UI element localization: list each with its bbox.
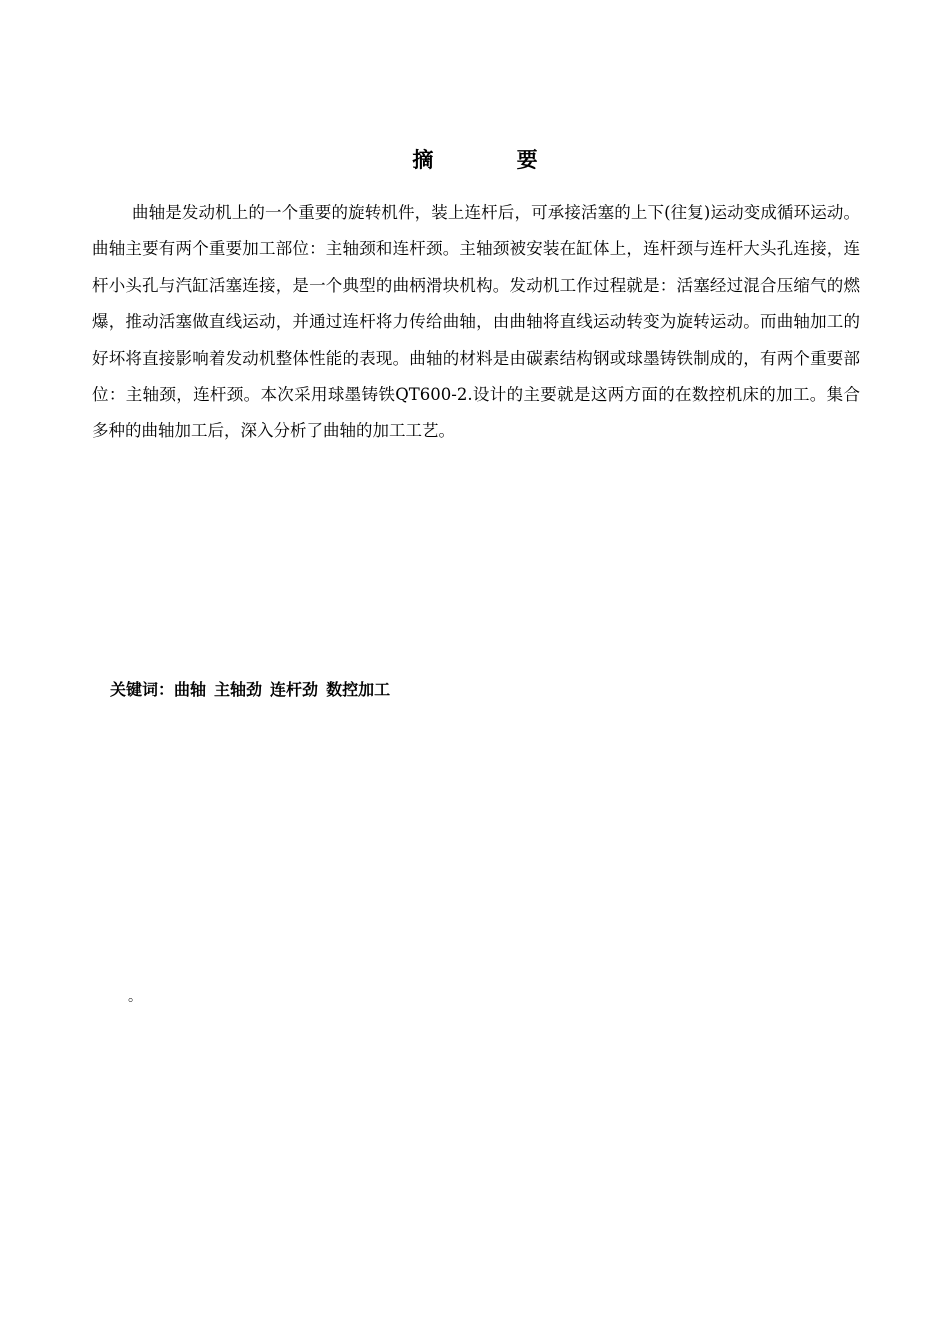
keyword: 连杆劲 (270, 680, 319, 699)
keywords-line (110, 675, 398, 705)
keyword: 主轴劲 (214, 680, 263, 699)
abstract-title: 摘 要 (412, 148, 576, 172)
abstract-body: 曲轴是发动机上的一个重要的旋转机件，装上连杆后，可承接活塞的上下(往复)运动变成循环运动。曲轴主要有两个重要加工部位：主轴颈和连杆颈。主轴颈被安装在缸体上，连杆颈与连杆大头孔连接，连杆小头孔与汽缸活塞连接，是一个典型的曲柄滑块机构。发动机工作过程就是：活塞经过混合压缩气的燃爆，推动活塞做直线运动，并通过连杆将力传给曲轴，由曲轴将直线运动转变为旋转运动。而曲轴加工的好坏将直接影响着发动机整体性能的表现。曲轴的材料是由碳素结构钢或球墨铸铁制成的，有两个重要部位：主轴颈，连杆颈。本次采用球墨铸铁QT600-2.设计的主要就是这两方面的在数控机床的加工。集合多种的曲轴加工后，深入分析了曲轴的加工工艺。 (92, 203, 860, 441)
keywords-label: 关键词： (110, 680, 175, 699)
stray-punctuation: 。 (128, 989, 142, 1005)
keyword: 数控加工 (326, 680, 391, 699)
keyword: 曲轴 (174, 680, 207, 699)
